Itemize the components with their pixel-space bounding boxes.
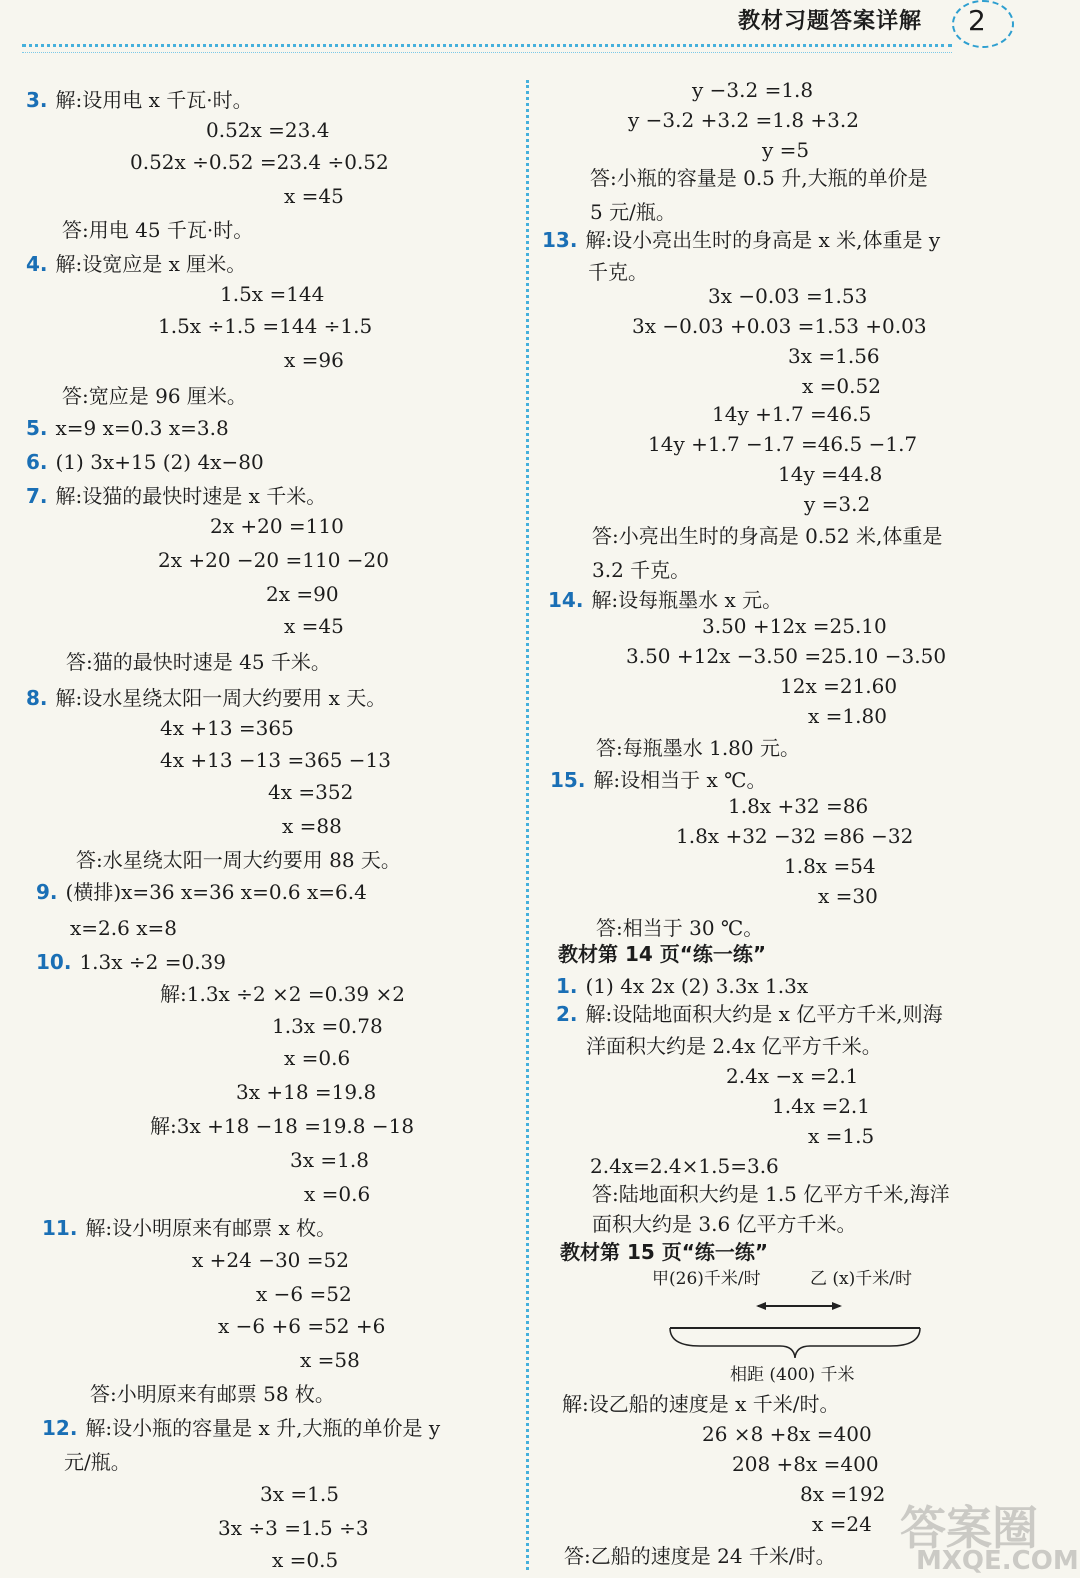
line-text: 洋面积大约是 2.4x 亿平方千米。 [586, 1034, 882, 1058]
header-rule-secondary [22, 52, 952, 53]
line-text: y =3.2 [804, 492, 871, 516]
line-text: 解:设小瓶的容量是 x 升,大瓶的单价是 y [85, 1416, 441, 1440]
line-text: 教材第 15 页“练一练” [560, 1240, 769, 1264]
question-number: 6. [26, 450, 48, 474]
text-line [300, 1346, 360, 1374]
line-text: x −6 =52 [256, 1282, 352, 1306]
line-text: y =5 [762, 138, 810, 162]
line-text: x =0.6 [304, 1182, 371, 1206]
line-text: 答:陆地面积大约是 1.5 亿平方千米,海洋 [592, 1182, 950, 1206]
distance-brace [670, 1328, 920, 1358]
line-text: 2x =90 [266, 582, 339, 606]
line-text: 1.5x =144 [220, 282, 325, 306]
text-line [590, 1152, 779, 1180]
question-number: 4. [26, 252, 48, 276]
line-text: 解:设猫的最快时速是 x 千米。 [55, 484, 327, 508]
watermark-url: MXQE.COM [916, 1546, 1079, 1576]
question-number: 11. [42, 1216, 78, 1240]
question-number: 3. [26, 88, 48, 112]
line-text: 解:设小明原来有邮票 x 枚。 [85, 1216, 337, 1240]
text-line [26, 482, 326, 510]
question-number: 5. [26, 416, 48, 440]
text-line [218, 1312, 385, 1340]
question-number: 14. [548, 588, 584, 612]
text-line [150, 1112, 414, 1140]
question-number: 13. [542, 228, 578, 252]
question-number: 8. [26, 686, 48, 710]
question-number: 10. [36, 950, 72, 974]
text-line [62, 382, 247, 410]
text-line [592, 1180, 950, 1208]
text-line [804, 490, 870, 518]
text-line [802, 372, 881, 400]
line-text: 3x =1.5 [260, 1482, 339, 1506]
text-line [158, 312, 372, 340]
text-line [130, 148, 389, 176]
text-line [762, 136, 809, 164]
line-text: (横排)x=36 x=36 x=0.6 x=6.4 [65, 880, 367, 904]
line-text: 答:每瓶墨水 1.80 元。 [596, 736, 800, 760]
text-line [158, 546, 389, 574]
text-line [220, 280, 324, 308]
text-line [712, 400, 871, 428]
line-text: 元/瓶。 [64, 1450, 131, 1474]
line-text: 1.8x +32 −32 =86 −32 [676, 824, 914, 848]
line-text: x −6 +6 =52 +6 [218, 1314, 386, 1338]
question-number: 1. [556, 974, 578, 998]
line-text: 208 +8x =400 [732, 1452, 879, 1476]
header-title: 教材习题答案详解 [738, 9, 923, 34]
question-number: 15. [550, 768, 586, 792]
text-line [628, 106, 859, 134]
line-text: 答:水星绕太阳一周大约要用 88 天。 [76, 848, 401, 872]
column-divider [526, 80, 529, 1570]
text-line [562, 1390, 839, 1418]
text-line [62, 216, 253, 244]
text-line [626, 642, 946, 670]
line-text: 5 元/瓶。 [590, 200, 676, 224]
line-text: 1.3x =0.78 [272, 1014, 383, 1038]
line-text: x =45 [284, 184, 344, 208]
text-line [708, 282, 867, 310]
text-line [76, 846, 401, 874]
line-text: 14y +1.7 =46.5 [712, 402, 872, 426]
line-text: 解:设水星绕太阳一周大约要用 x 天。 [55, 686, 387, 710]
text-line [556, 972, 808, 1000]
line-text: 解:设每瓶墨水 x 元。 [591, 588, 783, 612]
line-text: 3x =1.56 [788, 344, 880, 368]
text-line [66, 648, 331, 676]
line-text: 2.4x=2.4×1.5=3.6 [590, 1154, 779, 1178]
section-heading [560, 1238, 768, 1266]
text-line [590, 164, 928, 192]
line-text: 14y +1.7 −1.7 =46.5 −1.7 [648, 432, 918, 456]
question-number: 7. [26, 484, 48, 508]
line-text: x=9 x=0.3 x=3.8 [55, 416, 229, 440]
line-text: x =1.80 [808, 704, 887, 728]
diagram-distance-label: 相距 (400) 千米 [730, 1365, 855, 1385]
line-text: x=2.6 x=8 [70, 916, 177, 940]
line-text: x =24 [812, 1512, 872, 1536]
line-text: 4x +13 =365 [160, 716, 294, 740]
line-text: 3x ÷3 =1.5 ÷3 [218, 1516, 369, 1540]
text-line [26, 448, 264, 476]
line-text: x =88 [282, 814, 342, 838]
text-line [632, 312, 927, 340]
line-text: 3.50 +12x =25.10 [702, 614, 887, 638]
text-line [26, 86, 253, 114]
text-line [772, 1092, 870, 1120]
text-line [290, 1146, 369, 1174]
text-line [588, 258, 648, 286]
text-line [808, 702, 887, 730]
text-line [676, 822, 913, 850]
text-line [42, 1214, 336, 1242]
distance-diagram [660, 1292, 930, 1362]
line-text: 8x =192 [800, 1482, 886, 1506]
text-line [284, 346, 344, 374]
line-text: 12x =21.60 [780, 674, 898, 698]
line-text: 3.2 千克。 [592, 558, 691, 582]
line-text: 4x =352 [268, 780, 354, 804]
question-number: 2. [556, 1002, 578, 1026]
page-number: 2 [968, 4, 986, 37]
line-text: 千克。 [588, 260, 648, 284]
text-line [550, 766, 767, 794]
line-text: y −3.2 =1.8 [692, 78, 814, 102]
line-text: 3x +18 =19.8 [236, 1080, 377, 1104]
line-text: 解:1.3x ÷2 ×2 =0.39 ×2 [160, 982, 405, 1006]
text-line [160, 714, 294, 742]
line-text: 14y =44.8 [778, 462, 883, 486]
line-text: 解:设陆地面积大约是 x 亿平方千米,则海 [585, 1002, 943, 1026]
text-line [784, 852, 876, 880]
line-text: (1) 4x 2x (2) 3.3x 1.3x [585, 974, 809, 998]
text-line [284, 182, 344, 210]
line-text: 1.4x =2.1 [772, 1094, 871, 1118]
text-line [596, 734, 800, 762]
text-line [592, 556, 690, 584]
line-text: x =1.5 [808, 1124, 875, 1148]
text-line [556, 1000, 943, 1028]
text-line [780, 672, 897, 700]
text-line [284, 612, 344, 640]
line-text: 4x +13 −13 =365 −13 [160, 748, 391, 772]
text-line [64, 1448, 131, 1476]
text-line [788, 342, 880, 370]
text-line [272, 1546, 338, 1574]
diagram-right-label: 乙 (x)千米/时 [810, 1269, 912, 1289]
text-line [42, 1414, 440, 1442]
line-text: 解:设乙船的速度是 x 千米/时。 [562, 1392, 840, 1416]
text-line [812, 1510, 872, 1538]
diagram-left-label: 甲(26)千米/时 [652, 1269, 761, 1289]
header-rule [22, 44, 952, 47]
line-text: 答:小亮出生时的身高是 0.52 米,体重是 [592, 524, 943, 548]
text-line [26, 684, 386, 712]
left-arrowhead-icon [756, 1302, 766, 1310]
text-line [160, 980, 405, 1008]
text-line [808, 1122, 874, 1150]
text-line [702, 612, 887, 640]
line-text: 解:设宽应是 x 厘米。 [55, 252, 247, 276]
line-text: 答:猫的最快时速是 45 千米。 [66, 650, 331, 674]
text-line [268, 778, 353, 806]
line-text: 解:设相当于 x ℃。 [593, 768, 767, 792]
line-text: 1.3x ÷2 =0.39 [79, 950, 227, 974]
text-line [592, 1210, 857, 1238]
line-text: 1.5x ÷1.5 =144 ÷1.5 [158, 314, 373, 338]
text-line [218, 1514, 369, 1542]
text-line [210, 512, 344, 540]
right-arrowhead-icon [832, 1302, 842, 1310]
watermark-logo: 答案圈 [900, 1501, 1038, 1555]
line-text: 1.8x +32 =86 [728, 794, 869, 818]
text-line [90, 1380, 335, 1408]
line-text: 2x +20 =110 [210, 514, 344, 538]
section-heading [558, 940, 766, 968]
text-line [26, 414, 229, 442]
line-text: x =96 [284, 348, 344, 372]
line-text: 3x −0.03 =1.53 [708, 284, 868, 308]
line-text: 答:相当于 30 ℃。 [596, 916, 764, 940]
line-text: x =45 [284, 614, 344, 638]
text-line [732, 1450, 879, 1478]
line-text: 2.4x −x =2.1 [726, 1064, 859, 1088]
text-line [728, 792, 868, 820]
line-text: 3x −0.03 +0.03 =1.53 +0.03 [632, 314, 927, 338]
text-line [206, 116, 329, 144]
text-line [256, 1280, 352, 1308]
line-text: 解:3x +18 −18 =19.8 −18 [150, 1114, 415, 1138]
line-text: 答:宽应是 96 厘米。 [62, 384, 247, 408]
line-text: 解:设用电 x 千瓦·时。 [55, 88, 253, 112]
text-line [596, 914, 763, 942]
line-text: 3.50 +12x −3.50 =25.10 −3.50 [626, 644, 947, 668]
line-text: 教材第 14 页“练一练” [558, 942, 767, 966]
text-line [36, 948, 226, 976]
text-line [260, 1480, 339, 1508]
line-text: y −3.2 +3.2 =1.8 +3.2 [628, 108, 859, 132]
text-line [236, 1078, 376, 1106]
text-line [36, 878, 367, 906]
text-line [702, 1420, 872, 1448]
line-text: 解:设小亮出生时的身高是 x 米,体重是 y [585, 228, 941, 252]
line-text: 2x +20 −20 =110 −20 [158, 548, 389, 572]
text-line [272, 1012, 383, 1040]
text-line [282, 812, 342, 840]
line-text: x =0.6 [284, 1046, 351, 1070]
line-text: (1) 3x+15 (2) 4x−80 [55, 450, 264, 474]
text-line [586, 1032, 882, 1060]
line-text: 答:乙船的速度是 24 千米/时。 [564, 1544, 836, 1568]
question-number: 9. [36, 880, 58, 904]
line-text: x =30 [818, 884, 878, 908]
text-line [778, 460, 882, 488]
text-line [304, 1180, 370, 1208]
text-line [726, 1062, 858, 1090]
line-text: x =0.5 [272, 1548, 339, 1572]
line-text: 面积大约是 3.6 亿平方千米。 [592, 1212, 857, 1236]
question-number: 12. [42, 1416, 78, 1440]
text-line [192, 1246, 349, 1274]
text-line [26, 250, 246, 278]
line-text: x =0.52 [802, 374, 881, 398]
text-line [692, 76, 813, 104]
text-line [564, 1542, 836, 1570]
text-line [160, 746, 391, 774]
line-text: 答:用电 45 千瓦·时。 [62, 218, 254, 242]
text-line [592, 522, 942, 550]
line-text: 答:小明原来有邮票 58 枚。 [90, 1382, 335, 1406]
text-line [542, 226, 940, 254]
text-line [548, 586, 782, 614]
text-line [590, 198, 676, 226]
text-line [800, 1480, 885, 1508]
text-line [818, 882, 878, 910]
line-text: 1.8x =54 [784, 854, 876, 878]
text-line [70, 914, 177, 942]
text-line [266, 580, 339, 608]
line-text: x =58 [300, 1348, 360, 1372]
line-text: x +24 −30 =52 [192, 1248, 349, 1272]
line-text: 3x =1.8 [290, 1148, 369, 1172]
line-text: 答:小瓶的容量是 0.5 升,大瓶的单价是 [590, 166, 928, 190]
line-text: 0.52x =23.4 [206, 118, 330, 142]
line-text: 26 ×8 +8x =400 [702, 1422, 872, 1446]
line-text: 0.52x ÷0.52 =23.4 ÷0.52 [130, 150, 389, 174]
text-line [284, 1044, 350, 1072]
text-line [648, 430, 917, 458]
